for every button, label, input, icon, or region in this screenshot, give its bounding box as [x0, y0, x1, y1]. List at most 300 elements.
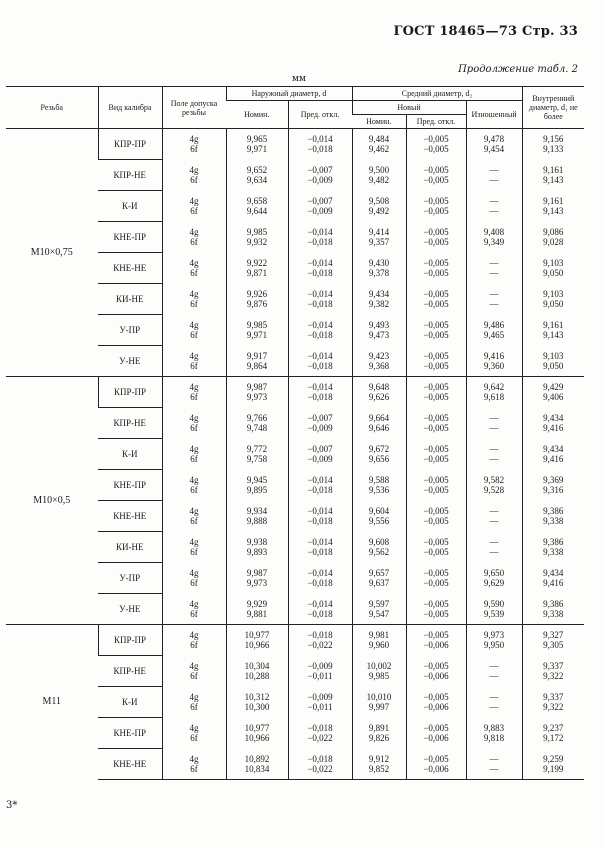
- mean-deviation-value: −0,005: [423, 175, 449, 185]
- mean-nominal-value: 9,547: [368, 608, 390, 619]
- tolerance-cell: [162, 346, 226, 377]
- outer-deviation-value: −0,018: [307, 237, 333, 247]
- mean-worn-value: —: [489, 506, 499, 516]
- outer-nominal-value: 10,288: [244, 671, 270, 681]
- mean-deviation-value: −0,005: [423, 196, 449, 206]
- tolerance-value: 6f: [190, 392, 198, 403]
- outer-nominal-value: 9,652: [246, 165, 268, 175]
- tolerance-value: 6f: [190, 763, 198, 774]
- mean-nominal-value: 9,608: [368, 537, 390, 547]
- inner-diameter-value: 9,133: [543, 144, 564, 155]
- outer-nominal-value: 9,634: [246, 175, 268, 185]
- outer-deviation-value: −0,014: [307, 258, 333, 268]
- inner-diameter-value: 9,416: [543, 578, 564, 588]
- mean-deviation-cell: [406, 408, 466, 439]
- tolerance-value: 4g: [189, 165, 199, 175]
- outer-deviation-value: −0,018: [307, 723, 333, 733]
- tolerance-value: 6f: [190, 702, 198, 712]
- tolerance-cell: [162, 160, 226, 191]
- mean-deviation-value: −0,005: [423, 289, 449, 299]
- outer-deviation-cell: [288, 532, 352, 563]
- gauge-type: КПР-НЕ: [98, 408, 162, 439]
- tolerance-value: 4g: [189, 598, 199, 609]
- mean-worn-cell: [466, 749, 522, 780]
- outer-deviation-value: −0,014: [307, 382, 333, 393]
- tolerance-value: 6f: [190, 299, 198, 309]
- col-outer-diameter: Наружный диаметр, d: [226, 87, 352, 101]
- outer-deviation-value: −0,022: [307, 640, 333, 651]
- thread-size: M11: [6, 625, 98, 780]
- table-row: [6, 625, 584, 656]
- tolerance-cell: [162, 439, 226, 470]
- outer-nominal-cell: [226, 625, 288, 656]
- mean-nominal-value: 9,382: [368, 299, 390, 309]
- tolerance-value: 6f: [190, 144, 198, 155]
- outer-nominal-cell: [226, 749, 288, 780]
- outer-nominal-value: 10,312: [244, 692, 270, 702]
- mean-deviation-cell: [406, 191, 466, 222]
- mean-nominal-value: 9,430: [368, 258, 390, 268]
- mean-deviation-value: −0,006: [423, 702, 449, 712]
- outer-nominal-value: 9,971: [246, 144, 268, 155]
- outer-deviation-cell: [288, 191, 352, 222]
- tolerance-value: 4g: [189, 413, 199, 423]
- outer-nominal-cell: [226, 129, 288, 160]
- tolerance-cell: [162, 532, 226, 563]
- outer-deviation-value: −0,014: [307, 289, 333, 299]
- mean-nominal-cell: [352, 532, 406, 563]
- outer-nominal-cell: [226, 563, 288, 594]
- mean-nominal-cell: [352, 563, 406, 594]
- mean-deviation-cell: [406, 439, 466, 470]
- mean-worn-cell: [466, 284, 522, 315]
- tolerance-value: 4g: [189, 692, 199, 702]
- outer-deviation-value: −0,018: [307, 547, 333, 557]
- tolerance-cell: [162, 718, 226, 749]
- mean-nominal-value: 9,826: [368, 733, 390, 743]
- outer-deviation-cell: [288, 315, 352, 346]
- tolerance-value: 6f: [190, 733, 198, 743]
- mean-worn-cell: [466, 191, 522, 222]
- inner-diameter-cell: [522, 129, 584, 160]
- mean-nominal-value: 9,912: [368, 753, 390, 764]
- inner-diameter-cell: [522, 501, 584, 532]
- tolerance-value: 4g: [189, 382, 199, 393]
- col-inner-diameter: Внутренний диаметр, d₁ не более: [522, 87, 584, 129]
- gauge-type: КНЕ-НЕ: [98, 253, 162, 284]
- mean-deviation-cell: [406, 687, 466, 718]
- inner-diameter-value: 9,143: [543, 330, 564, 340]
- mean-worn-value: —: [489, 299, 499, 309]
- mean-worn-value: —: [489, 423, 499, 433]
- tolerance-value: 6f: [190, 360, 198, 371]
- inner-diameter-value: 9,369: [543, 475, 564, 485]
- mean-deviation-cell: [406, 625, 466, 656]
- mean-nominal-value: 9,368: [368, 360, 390, 371]
- mean-deviation-cell: [406, 315, 466, 346]
- tolerance-value: 4g: [189, 537, 199, 547]
- inner-diameter-value: 9,050: [543, 268, 564, 278]
- mean-nominal-cell: [352, 284, 406, 315]
- mean-worn-value: —: [489, 165, 499, 175]
- outer-nominal-value: 9,766: [246, 413, 268, 423]
- outer-deviation-cell: [288, 408, 352, 439]
- inner-diameter-cell: [522, 315, 584, 346]
- col-worn: Изношенный: [466, 101, 522, 129]
- tolerance-value: 4g: [189, 475, 199, 485]
- outer-deviation-value: −0,009: [307, 692, 333, 702]
- outer-deviation-value: −0,022: [307, 763, 333, 774]
- mean-nominal-cell: [352, 687, 406, 718]
- gauge-type: КИ-НЕ: [98, 284, 162, 315]
- outer-nominal-value: 10,834: [244, 763, 270, 774]
- inner-diameter-value: 9,416: [543, 423, 564, 433]
- inner-diameter-value: 9,316: [543, 485, 564, 495]
- outer-nominal-cell: [226, 501, 288, 532]
- outer-nominal-value: 10,977: [244, 723, 270, 733]
- outer-deviation-cell: [288, 594, 352, 625]
- outer-nominal-value: 9,888: [246, 516, 268, 526]
- mean-worn-value: —: [489, 289, 499, 299]
- tolerance-cell: [162, 656, 226, 687]
- table-body: [6, 129, 584, 780]
- mean-nominal-value: 9,960: [368, 640, 390, 651]
- mean-nominal-value: 9,891: [368, 723, 390, 733]
- mean-worn-cell: [466, 222, 522, 253]
- mean-worn-value: —: [489, 268, 499, 278]
- outer-nominal-value: 9,985: [246, 320, 268, 330]
- inner-diameter-cell: [522, 222, 584, 253]
- tolerance-value: 4g: [189, 568, 199, 578]
- table-row: [6, 377, 584, 408]
- inner-diameter-value: 9,161: [543, 320, 564, 330]
- mean-worn-value: 9,478: [483, 134, 505, 145]
- outer-nominal-value: 9,748: [246, 423, 268, 433]
- mean-nominal-value: 9,508: [368, 196, 390, 206]
- mean-nominal-value: 9,657: [368, 568, 390, 578]
- outer-nominal-value: 9,881: [246, 608, 268, 619]
- mean-deviation-cell: [406, 377, 466, 408]
- mean-deviation-cell: [406, 563, 466, 594]
- tolerance-cell: [162, 408, 226, 439]
- gauge-type: КПР-ПР: [98, 129, 162, 160]
- inner-diameter-value: 9,416: [543, 454, 564, 464]
- inner-diameter-cell: [522, 594, 584, 625]
- outer-deviation-value: −0,018: [307, 753, 333, 764]
- col-d2-nominal: Номин.: [352, 115, 406, 129]
- mean-deviation-value: −0,005: [423, 568, 449, 578]
- mean-nominal-cell: [352, 129, 406, 160]
- inner-diameter-value: 9,337: [543, 692, 564, 702]
- thread-size: M10×0,75: [6, 129, 98, 377]
- mean-worn-cell: [466, 408, 522, 439]
- mean-nominal-value: 10,010: [366, 692, 392, 702]
- inner-diameter-value: 9,327: [543, 630, 564, 641]
- outer-nominal-value: 9,971: [246, 330, 268, 340]
- outer-deviation-value: −0,014: [307, 320, 333, 330]
- inner-diameter-cell: [522, 346, 584, 377]
- mean-worn-value: 9,973: [483, 630, 505, 641]
- outer-nominal-cell: [226, 222, 288, 253]
- outer-deviation-value: −0,018: [307, 392, 333, 403]
- outer-nominal-value: 9,929: [246, 598, 268, 609]
- outer-nominal-value: 9,945: [246, 475, 268, 485]
- outer-deviation-value: −0,009: [307, 175, 333, 185]
- mean-deviation-cell: [406, 749, 466, 780]
- inner-diameter-cell: [522, 625, 584, 656]
- mean-deviation-cell: [406, 160, 466, 191]
- mean-worn-value: —: [489, 444, 499, 454]
- mean-nominal-cell: [352, 594, 406, 625]
- mean-deviation-value: −0,005: [423, 392, 449, 403]
- outer-nominal-cell: [226, 687, 288, 718]
- mean-worn-value: 9,454: [483, 144, 505, 155]
- mean-worn-value: —: [489, 454, 499, 464]
- mean-deviation-value: −0,005: [423, 578, 449, 588]
- inner-diameter-value: 9,143: [543, 175, 564, 185]
- inner-diameter-cell: [522, 253, 584, 284]
- outer-deviation-value: −0,014: [307, 568, 333, 578]
- outer-nominal-cell: [226, 377, 288, 408]
- mean-deviation-cell: [406, 222, 466, 253]
- mean-worn-cell: [466, 346, 522, 377]
- inner-diameter-value: 9,322: [543, 702, 564, 712]
- gauge-type: КИ-НЕ: [98, 532, 162, 563]
- tolerance-value: 6f: [190, 671, 198, 681]
- mean-nominal-cell: [352, 377, 406, 408]
- tolerance-value: 4g: [189, 258, 199, 268]
- outer-nominal-value: 9,987: [246, 382, 268, 393]
- mean-nominal-value: 9,357: [368, 237, 390, 247]
- outer-nominal-cell: [226, 718, 288, 749]
- mean-nominal-cell: [352, 346, 406, 377]
- mean-worn-cell: [466, 377, 522, 408]
- tolerance-value: 4g: [189, 506, 199, 516]
- inner-diameter-cell: [522, 687, 584, 718]
- mean-deviation-value: −0,006: [423, 763, 449, 774]
- col-tolerance: Поле допуска резьбы: [162, 87, 226, 129]
- tolerance-cell: [162, 470, 226, 501]
- mean-nominal-cell: [352, 501, 406, 532]
- mean-worn-cell: [466, 563, 522, 594]
- outer-nominal-cell: [226, 532, 288, 563]
- tolerance-value: 6f: [190, 175, 198, 185]
- inner-diameter-value: 9,386: [543, 598, 564, 609]
- outer-deviation-cell: [288, 625, 352, 656]
- mean-deviation-value: −0,005: [423, 547, 449, 557]
- mean-deviation-value: −0,005: [423, 268, 449, 278]
- mean-nominal-value: 9,493: [368, 320, 390, 330]
- mean-deviation-value: −0,005: [423, 630, 449, 641]
- header-row-1: [6, 87, 584, 101]
- outer-deviation-cell: [288, 656, 352, 687]
- outer-deviation-cell: [288, 253, 352, 284]
- inner-diameter-value: 9,338: [543, 608, 564, 619]
- mean-worn-value: 9,360: [483, 360, 505, 371]
- mean-nominal-cell: [352, 470, 406, 501]
- mean-deviation-value: −0,005: [423, 258, 449, 268]
- inner-diameter-value: 9,322: [543, 671, 564, 681]
- tolerance-value: 4g: [189, 196, 199, 206]
- outer-nominal-value: 9,973: [246, 578, 268, 588]
- gauge-type: У-ПР: [98, 563, 162, 594]
- outer-nominal-cell: [226, 656, 288, 687]
- inner-diameter-value: 9,434: [543, 444, 564, 454]
- gauge-type: У-НЕ: [98, 594, 162, 625]
- mean-nominal-cell: [352, 253, 406, 284]
- outer-deviation-value: −0,018: [307, 485, 333, 495]
- inner-diameter-cell: [522, 377, 584, 408]
- gauge-type: КНЕ-НЕ: [98, 501, 162, 532]
- inner-diameter-cell: [522, 408, 584, 439]
- inner-diameter-value: 9,429: [543, 382, 564, 393]
- mean-deviation-value: −0,005: [423, 320, 449, 330]
- tolerance-value: 4g: [189, 723, 199, 733]
- mean-worn-value: 9,642: [483, 382, 505, 393]
- outer-deviation-value: −0,009: [307, 454, 333, 464]
- inner-diameter-value: 9,434: [543, 568, 564, 578]
- mean-deviation-value: −0,005: [423, 444, 449, 454]
- tolerance-cell: [162, 284, 226, 315]
- mean-deviation-value: −0,005: [423, 382, 449, 393]
- mean-nominal-value: 9,997: [368, 702, 390, 712]
- outer-nominal-value: 9,917: [246, 350, 268, 361]
- mean-deviation-value: −0,005: [423, 423, 449, 433]
- inner-diameter-value: 9,406: [543, 392, 564, 403]
- mean-worn-value: 9,582: [483, 475, 505, 485]
- mean-nominal-value: 9,637: [368, 578, 390, 588]
- mean-nominal-value: 9,500: [368, 165, 390, 175]
- inner-diameter-cell: [522, 749, 584, 780]
- mean-deviation-value: −0,005: [423, 299, 449, 309]
- mean-worn-cell: [466, 625, 522, 656]
- outer-nominal-value: 9,985: [246, 227, 268, 237]
- outer-nominal-value: 9,772: [246, 444, 268, 454]
- inner-diameter-value: 9,103: [543, 350, 564, 361]
- tolerance-value: 4g: [189, 753, 199, 764]
- table-row: [6, 129, 584, 160]
- outer-deviation-value: −0,018: [307, 144, 333, 155]
- mean-deviation-cell: [406, 718, 466, 749]
- mean-nominal-value: 9,484: [368, 134, 390, 145]
- mean-deviation-value: −0,005: [423, 598, 449, 609]
- mean-deviation-value: −0,005: [423, 753, 449, 764]
- outer-deviation-value: −0,018: [307, 268, 333, 278]
- mean-deviation-cell: [406, 532, 466, 563]
- gauge-type: К-И: [98, 191, 162, 222]
- mean-deviation-value: −0,005: [423, 144, 449, 155]
- tolerance-cell: [162, 253, 226, 284]
- unit-label: мм: [292, 74, 307, 84]
- tolerance-value: 4g: [189, 444, 199, 454]
- outer-deviation-value: −0,011: [307, 671, 333, 681]
- outer-nominal-value: 10,892: [244, 753, 270, 764]
- inner-diameter-cell: [522, 470, 584, 501]
- mean-worn-cell: [466, 687, 522, 718]
- gauge-type: КПР-НЕ: [98, 160, 162, 191]
- outer-deviation-value: −0,007: [307, 413, 333, 423]
- mean-nominal-value: 9,985: [368, 671, 390, 681]
- mean-deviation-value: −0,006: [423, 733, 449, 743]
- gauge-type: У-НЕ: [98, 346, 162, 377]
- tolerance-cell: [162, 594, 226, 625]
- outer-deviation-value: −0,014: [307, 598, 333, 609]
- tolerance-cell: [162, 315, 226, 346]
- mean-worn-cell: [466, 315, 522, 346]
- outer-nominal-cell: [226, 284, 288, 315]
- mean-deviation-value: −0,005: [423, 692, 449, 702]
- mean-worn-value: 9,618: [483, 392, 505, 403]
- mean-deviation-value: −0,005: [423, 227, 449, 237]
- col-thread: Резьба: [6, 87, 98, 129]
- outer-deviation-value: −0,018: [307, 330, 333, 340]
- inner-diameter-value: 9,305: [543, 640, 564, 651]
- mean-worn-value: —: [489, 206, 499, 216]
- inner-diameter-cell: [522, 439, 584, 470]
- mean-deviation-value: −0,005: [423, 661, 449, 671]
- mean-worn-cell: [466, 439, 522, 470]
- outer-nominal-value: 9,938: [246, 537, 268, 547]
- outer-deviation-cell: [288, 563, 352, 594]
- continuation-note: Продолжение табл. 2: [458, 64, 578, 75]
- outer-nominal-value: 9,758: [246, 454, 268, 464]
- tolerance-cell: [162, 563, 226, 594]
- mean-deviation-value: −0,005: [423, 723, 449, 733]
- mean-worn-cell: [466, 594, 522, 625]
- mean-deviation-cell: [406, 656, 466, 687]
- outer-deviation-value: −0,018: [307, 608, 333, 619]
- mean-worn-value: 9,590: [483, 598, 505, 609]
- mean-worn-value: —: [489, 763, 499, 774]
- outer-deviation-cell: [288, 160, 352, 191]
- outer-nominal-value: 9,926: [246, 289, 268, 299]
- mean-worn-value: —: [489, 516, 499, 526]
- mean-worn-cell: [466, 253, 522, 284]
- gauge-type: У-ПР: [98, 315, 162, 346]
- inner-diameter-cell: [522, 563, 584, 594]
- mean-deviation-value: −0,005: [423, 608, 449, 619]
- mean-deviation-value: −0,005: [423, 516, 449, 526]
- tolerance-value: 6f: [190, 640, 198, 651]
- mean-worn-cell: [466, 656, 522, 687]
- mean-worn-value: —: [489, 413, 499, 423]
- col-mean-diameter: Средний диаметр, d₂: [352, 87, 522, 101]
- mean-worn-value: 9,528: [483, 485, 505, 495]
- mean-nominal-cell: [352, 222, 406, 253]
- inner-diameter-cell: [522, 656, 584, 687]
- outer-nominal-value: 10,304: [244, 661, 270, 671]
- mean-deviation-value: −0,005: [423, 537, 449, 547]
- inner-diameter-cell: [522, 284, 584, 315]
- mean-deviation-value: −0,005: [423, 165, 449, 175]
- col-gauge-type: Вид калибра: [98, 87, 162, 129]
- outer-nominal-value: 10,966: [244, 733, 270, 743]
- mean-worn-value: —: [489, 258, 499, 268]
- inner-diameter-cell: [522, 718, 584, 749]
- outer-nominal-cell: [226, 346, 288, 377]
- outer-deviation-value: −0,009: [307, 206, 333, 216]
- outer-deviation-value: −0,018: [307, 630, 333, 641]
- col-d-deviation: Пред. откл.: [288, 101, 352, 129]
- mean-nominal-cell: [352, 656, 406, 687]
- outer-nominal-cell: [226, 191, 288, 222]
- outer-deviation-value: −0,011: [307, 702, 333, 712]
- outer-nominal-value: 9,934: [246, 506, 268, 516]
- inner-diameter-value: 9,156: [543, 134, 564, 145]
- tolerance-cell: [162, 129, 226, 160]
- outer-nominal-value: 9,893: [246, 547, 268, 557]
- tolerance-value: 6f: [190, 608, 198, 619]
